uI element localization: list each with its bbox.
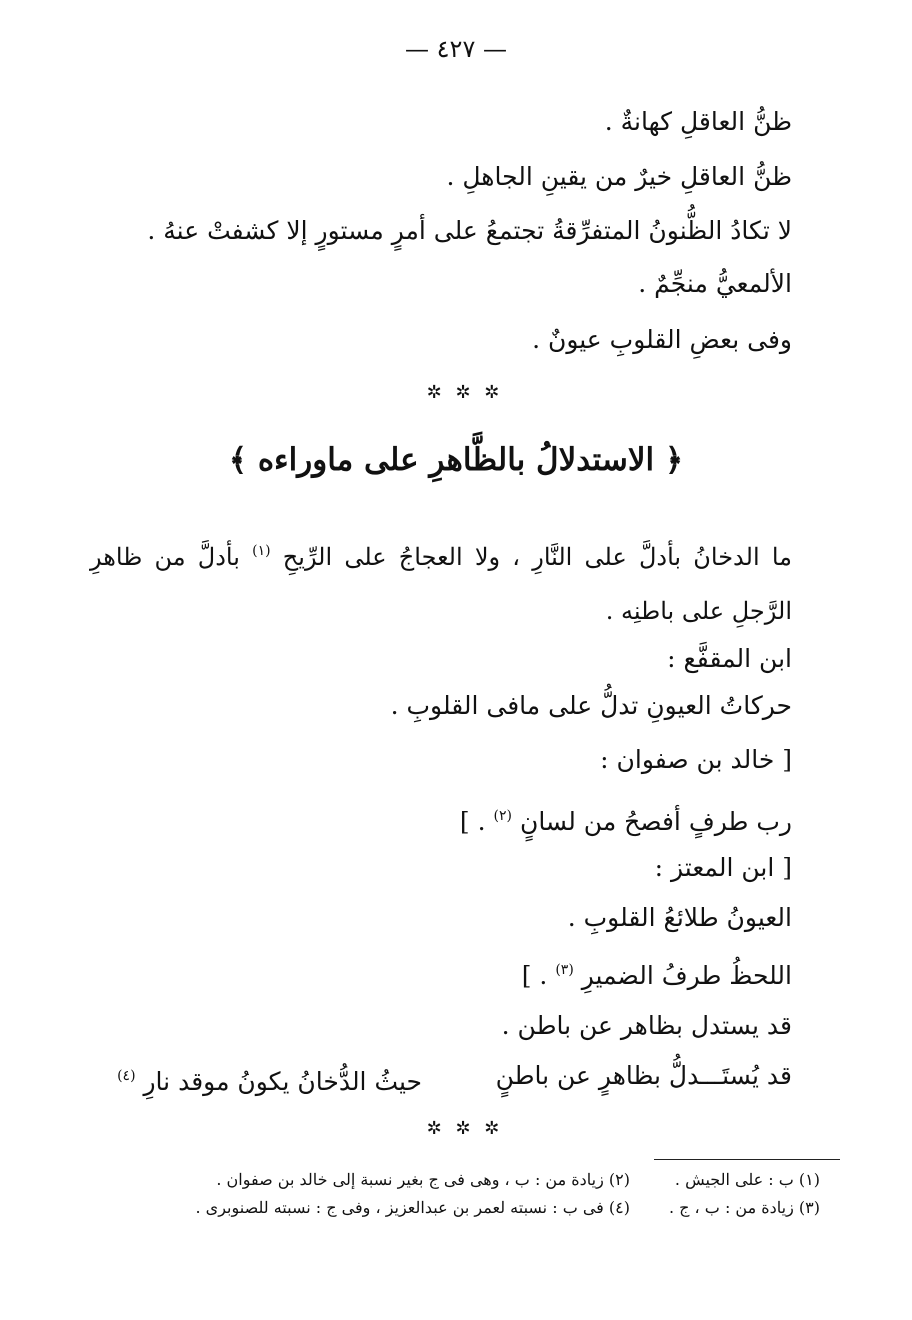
intro-text: ما الدخانُ بأدلَّ على النَّارِ ، ولا العجاجُ على الرِّيحِ (282, 543, 792, 571)
saying-line (460, 800, 792, 838)
author-label: ابن المقفَّع : (667, 644, 792, 673)
footnote-mark: (١) (252, 543, 271, 559)
saying-line: لا تكادُ الظُّنونُ المتفرِّقةُ تجتمعُ على أمرٍ مستورٍ إلا كشفتْ عنهُ . (147, 216, 792, 245)
verse-hemistich-text: حيثُ الدُّخانُ يكونُ موقد نارِ (143, 1067, 422, 1096)
saying-line: ظنُّ العاقلِ خيرٌ من يقينِ الجاهلِ . (446, 162, 792, 191)
footnote-mark: (٤) (117, 1068, 136, 1084)
section-separator: ✲ ✲ ✲ (426, 382, 504, 403)
saying-line (522, 954, 792, 992)
saying-line: قد يستدل بظاهر عن باطن . (501, 1011, 792, 1040)
footnote-row (95, 1166, 820, 1194)
footnote: (٤) فى ب : نسبته لعمر بن عبدالعزيز ، وفى ج : نسبته للصنوبرى . (195, 1198, 630, 1217)
footnote-row (95, 1194, 820, 1222)
intro-text: بأدلَّ من ظاهرِ الرَّجلِ على باطنِه . (90, 543, 792, 625)
saying-line: حركاتُ العيونِ تدلُّ على مافى القلوبِ . (390, 691, 792, 720)
footnote: (١) ب : على الجيش . (674, 1170, 820, 1189)
saying-text: اللحظُ طرفُ الضميرِ (581, 961, 792, 990)
footnote: (٣) زيادة من : ب ، ج . (668, 1198, 820, 1217)
footnote-mark: (٢) (493, 808, 512, 824)
saying-text: رب طرفٍ أفصحُ من لسانٍ (519, 807, 792, 836)
bracket-close: . ] (459, 807, 486, 836)
saying-line: وفى بعضِ القلوبِ عيونٌ . (532, 325, 792, 354)
author-label: [ ابن المعتز : (654, 853, 792, 882)
intro-paragraph (90, 524, 792, 638)
footnote: (٢) زيادة من : ب ، وهى فى ج بغير نسبة إلى خالد بن صفوان . (216, 1170, 630, 1189)
saying-line: الألمعيُّ منجِّمٌ . (638, 269, 792, 298)
section-heading: ﴿ الاستدلالُ بالظَّاهرِ على ماوراءه ﴾ (228, 442, 684, 478)
section-separator: ✲ ✲ ✲ (426, 1118, 504, 1139)
bracket-close: . ] (521, 961, 548, 990)
footnote-mark: (٣) (555, 962, 574, 978)
author-label: [ خالد بن صفوان : (600, 745, 792, 774)
page-number: — ٤٢٧ — (405, 35, 507, 63)
saying-line: ظنُّ العاقلِ كهانةٌ . (604, 107, 792, 136)
saying-line: العيونُ طلائعُ القلوبِ . (567, 903, 792, 932)
verse-hemistich: قد يُستَـــدلُّ بظاهرٍ عن باطنٍ (495, 1061, 792, 1090)
footnotes (95, 1166, 820, 1222)
footnote-divider (654, 1159, 840, 1160)
verse-hemistich (117, 1060, 422, 1098)
